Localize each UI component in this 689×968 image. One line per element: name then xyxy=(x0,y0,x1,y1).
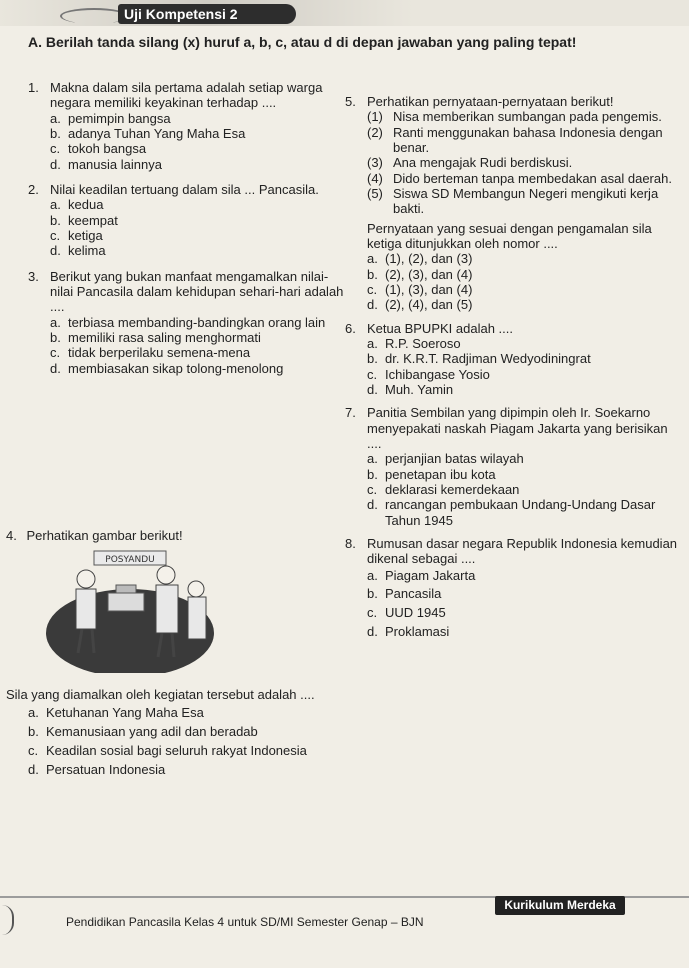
statement-number: (5) xyxy=(367,185,383,201)
option-text: Muh. Yamin xyxy=(385,381,454,397)
option-4a[interactable] xyxy=(28,704,336,723)
option-text: terbiasa membanding-bandingkan orang lain xyxy=(68,314,326,330)
option-text: dr. K.R.T. Radjiman Wedyodiningrat xyxy=(385,351,591,367)
option-text: keempat xyxy=(68,212,118,228)
option-2a[interactable] xyxy=(50,197,346,212)
right-column xyxy=(345,94,681,642)
option-text: (1), (3), dan (4) xyxy=(385,281,473,297)
question-text: Sila yang diamalkan oleh kegiatan tersebut adalah .... xyxy=(6,687,315,702)
question-text: Makna dalam sila pertama adalah setiap warga negara memiliki keyakinan terhadap .... xyxy=(50,80,323,111)
option-text: manusia lainnya xyxy=(68,156,162,172)
option-3d[interactable] xyxy=(50,361,346,376)
question-text: Perhatikan gambar berikut! xyxy=(26,528,183,543)
option-5b[interactable] xyxy=(367,267,681,282)
left-column xyxy=(28,80,346,376)
statement-2 xyxy=(367,125,681,156)
posyandu-illustration xyxy=(46,545,214,673)
option-letter: a. xyxy=(367,251,378,267)
question-text: Panitia Sembilan yang dipimpin oleh Ir. Soekarno menyepakati naskah Piagam Jakarta yang berisikan .... xyxy=(367,405,668,451)
option-letter: b. xyxy=(367,351,378,367)
question-text: Rumusan dasar negara Republik Indonesia kemudian dikenal sebagai .... xyxy=(367,535,678,567)
statement-text: Ranti menggunakan bahasa Indonesia dengan benar. xyxy=(393,124,663,155)
option-2b[interactable] xyxy=(50,213,346,228)
statement-number: (1) xyxy=(367,109,383,125)
option-4b[interactable] xyxy=(28,723,336,742)
footer-text: Pendidikan Pancasila Kelas 4 untuk SD/MI Semester Genap – BJN xyxy=(66,915,424,929)
option-letter: d. xyxy=(367,297,378,313)
option-letter: b. xyxy=(28,724,39,740)
option-letter: c. xyxy=(367,605,378,621)
statement-text: Nisa memberikan sumbangan pada pengemis. xyxy=(393,109,662,125)
posyandu-sign: POSYANDU xyxy=(105,555,155,565)
question-number: 3. xyxy=(28,268,39,284)
option-text: (1), (2), dan (3) xyxy=(385,251,473,267)
curriculum-badge: Kurikulum Merdeka xyxy=(495,896,625,915)
question-text: Berikut yang bukan manfaat mengamalkan nilai-nilai Pancasila dalam kehidupan sehari-hari adalah .... xyxy=(50,268,344,315)
option-text: perjanjian batas wilayah xyxy=(385,451,524,467)
option-letter: d. xyxy=(50,360,61,376)
option-letter: d. xyxy=(28,761,39,777)
option-letter: b. xyxy=(50,212,61,228)
option-letter: a. xyxy=(50,197,61,213)
option-3a[interactable] xyxy=(50,315,346,330)
option-8d[interactable] xyxy=(367,623,681,642)
option-letter: c. xyxy=(50,345,61,361)
option-text: ketiga xyxy=(68,227,103,243)
option-letter: c. xyxy=(367,281,378,297)
option-text: adanya Tuhan Yang Maha Esa xyxy=(68,125,246,141)
question-number: 2. xyxy=(28,181,39,197)
option-5c[interactable] xyxy=(367,282,681,297)
option-6a[interactable] xyxy=(367,336,681,351)
option-letter: c. xyxy=(28,742,39,758)
option-1b[interactable] xyxy=(50,126,346,141)
question-8 xyxy=(345,536,681,642)
option-4d[interactable] xyxy=(28,761,336,780)
option-letter: b. xyxy=(50,125,61,141)
question-number: 1. xyxy=(28,80,39,95)
option-7a[interactable] xyxy=(367,451,681,466)
question-number: 4. xyxy=(6,528,17,543)
question-5 xyxy=(345,94,681,313)
option-text: Ketuhanan Yang Maha Esa xyxy=(46,705,204,721)
statement-number: (4) xyxy=(367,170,383,186)
option-letter: a. xyxy=(367,451,378,467)
option-letter: a. xyxy=(50,314,61,330)
option-letter: b. xyxy=(367,586,378,602)
question-number: 7. xyxy=(345,405,356,421)
option-text: Pancasila xyxy=(385,586,442,602)
option-text: Proklamasi xyxy=(385,624,450,640)
instruction-text: A. Berilah tanda silang (x) huruf a, b, c, atau d di depan jawaban yang paling tepat! xyxy=(28,34,577,50)
option-letter: a. xyxy=(367,335,378,351)
option-letter: d. xyxy=(367,497,378,513)
option-letter: b. xyxy=(367,266,378,282)
option-text: penetapan ibu kota xyxy=(385,466,496,482)
option-text: Keadilan sosial bagi seluruh rakyat Indonesia xyxy=(46,742,307,758)
option-text: R.P. Soeroso xyxy=(385,335,461,351)
option-text: UUD 1945 xyxy=(385,605,446,621)
option-5d[interactable] xyxy=(367,297,681,312)
question-6 xyxy=(345,321,681,398)
question-number: 5. xyxy=(345,94,356,109)
option-3c[interactable] xyxy=(50,345,346,360)
option-3b[interactable] xyxy=(50,330,346,345)
option-text: kelima xyxy=(68,243,106,259)
statement-4 xyxy=(367,171,681,186)
option-letter: a. xyxy=(28,705,39,721)
option-2d[interactable] xyxy=(50,243,346,258)
question-2 xyxy=(28,182,346,259)
option-letter: b. xyxy=(50,329,61,345)
option-text: memiliki rasa saling menghormati xyxy=(68,329,261,345)
option-1c[interactable] xyxy=(50,141,346,156)
option-1a[interactable] xyxy=(50,111,346,126)
option-text: tidak berperilaku semena-mena xyxy=(68,345,251,361)
option-text: rancangan pembukaan Undang-Undang Dasar Tahun 1945 xyxy=(385,497,656,528)
option-letter: c. xyxy=(367,481,378,497)
question-4-body xyxy=(6,686,336,780)
statement-text: Ana mengajak Rudi berdiskusi. xyxy=(393,155,573,171)
option-8b[interactable] xyxy=(367,585,681,604)
statement-number: (3) xyxy=(367,155,383,171)
option-6c[interactable] xyxy=(367,367,681,382)
option-7c[interactable] xyxy=(367,482,681,497)
question-text: Perhatikan pernyataan-pernyataan berikut! xyxy=(367,94,614,109)
option-1d[interactable] xyxy=(50,157,346,172)
section-title: Uji Kompetensi 2 xyxy=(118,4,296,24)
option-text: (2), (3), dan (4) xyxy=(385,266,473,282)
option-text: tokoh bangsa xyxy=(68,141,147,157)
question-3 xyxy=(28,269,346,376)
question-4 xyxy=(6,528,336,543)
question-1 xyxy=(28,80,346,172)
page-curl-icon xyxy=(0,905,14,935)
option-text: Ichibangase Yosio xyxy=(385,366,490,382)
option-letter: d. xyxy=(367,624,378,640)
option-letter: c. xyxy=(50,141,61,157)
option-7d[interactable] xyxy=(367,497,681,528)
option-text: deklarasi kemerdekaan xyxy=(385,481,520,497)
option-8c[interactable] xyxy=(367,604,681,623)
option-5a[interactable] xyxy=(367,251,681,266)
option-text: pemimpin bangsa xyxy=(68,110,171,126)
option-7b[interactable] xyxy=(367,467,681,482)
option-letter: a. xyxy=(367,567,378,583)
option-2c[interactable] xyxy=(50,228,346,243)
option-text: membiasakan sikap tolong-menolong xyxy=(68,360,284,376)
option-text: Kemanusiaan yang adil dan beradab xyxy=(46,724,258,740)
option-text: Persatuan Indonesia xyxy=(46,761,166,777)
question-7 xyxy=(345,405,681,528)
option-text: Piagam Jakarta xyxy=(385,567,476,583)
option-letter: b. xyxy=(367,466,378,482)
statement-5 xyxy=(367,186,681,217)
question-text: Ketua BPUPKI adalah .... xyxy=(367,320,513,336)
question-number: 6. xyxy=(345,320,356,336)
option-letter: d. xyxy=(50,243,61,259)
statement-number: (2) xyxy=(367,124,383,140)
question-number: 8. xyxy=(345,535,356,551)
option-4c[interactable] xyxy=(28,742,336,761)
option-letter: a. xyxy=(50,110,61,126)
statement-text: Siswa SD Membangun Negeri mengikuti kerja bakti. xyxy=(393,185,659,217)
option-6d[interactable] xyxy=(367,382,681,397)
option-8a[interactable] xyxy=(367,567,681,586)
question-text: Nilai keadilan tertuang dalam sila ... Pancasila. xyxy=(50,181,319,197)
option-letter: c. xyxy=(50,227,61,243)
option-text: (2), (4), dan (5) xyxy=(385,297,473,313)
question-text: Pernyataan yang sesuai dengan pengamalan sila ketiga ditunjukkan oleh nomor .... xyxy=(367,220,652,251)
option-letter: d. xyxy=(50,156,61,172)
option-6b[interactable] xyxy=(367,351,681,366)
option-letter: d. xyxy=(367,381,378,397)
statement-3 xyxy=(367,155,681,170)
statement-1 xyxy=(367,109,681,124)
option-text: kedua xyxy=(68,197,104,213)
option-letter: c. xyxy=(367,366,378,382)
statement-text: Dido berteman tanpa membedakan asal daerah. xyxy=(393,170,672,186)
